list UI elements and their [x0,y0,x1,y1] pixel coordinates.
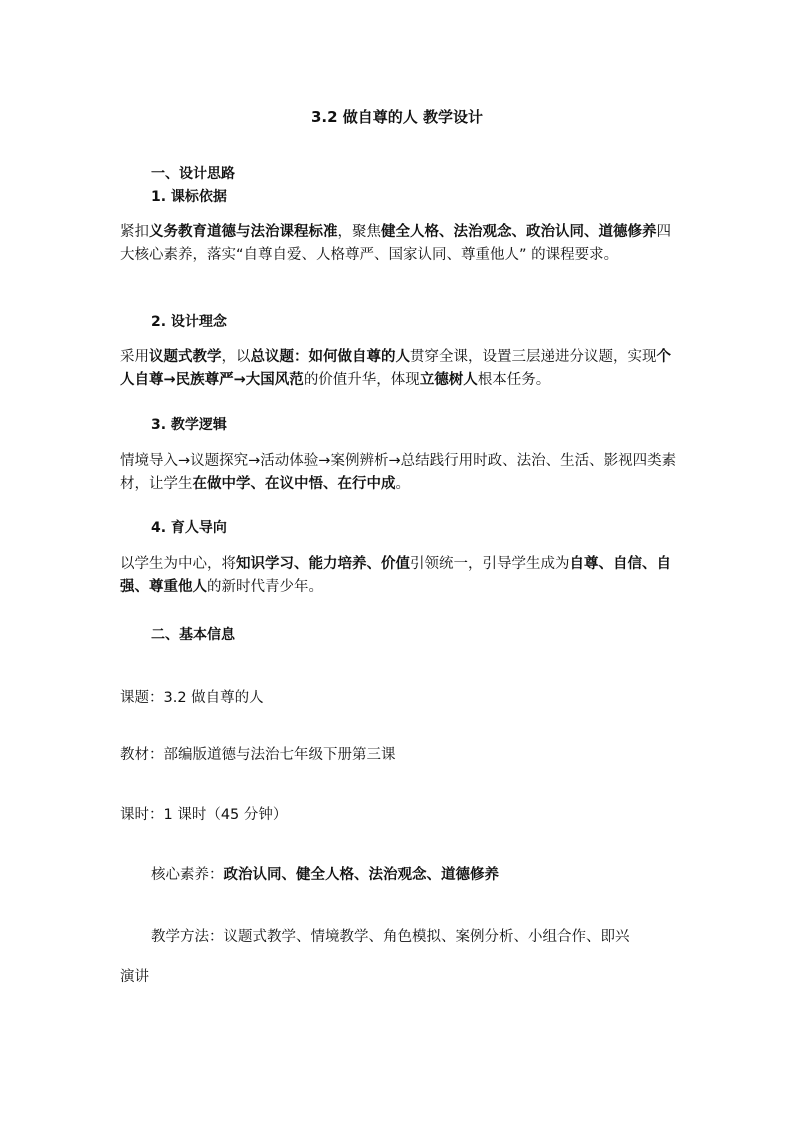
section-heading-design-ideas: 一、设计思路 [151,166,235,182]
info-topic: 课题：3.2 做自尊的人 [120,690,264,706]
core-literacy-value: 政治认同、健全人格、法治观念、道德修养 [223,867,499,883]
text-run: 情境导入→议题探究→活动体验→案例辨析→总结践行用时政、法治、生活、影视四类素材，让学生 [120,453,677,492]
text-run-bold: 知识学习、能力培养、价值 [236,556,410,572]
text-run: 根本任务。 [477,372,551,388]
text-run: 采用 [120,349,149,365]
text-run: 的新时代青少年。 [207,579,323,595]
document-title: 3.2 做自尊的人 教学设计 [310,108,484,126]
subheading-curriculum-basis: 1. 课标依据 [151,189,227,205]
text-run-bold: 自尊、自信、自强、尊重他人 [120,556,671,595]
paragraph-education-orientation [120,553,680,599]
info-textbook: 教材：部编版道德与法治七年级下册第三课 [120,747,396,763]
text-run: 引领统一，引导学生成为 [410,556,570,572]
text-run: 的价值升华，体现 [303,372,420,388]
paragraph-teaching-logic [120,450,680,496]
info-core-literacy [151,863,499,884]
text-run-bold: 在做中学、在议中悟、在行中成 [192,476,396,492]
text-run: 四大核心素养，落实“自尊自爱、人格尊严、国家认同、尊重他人” 的课程要求。 [120,224,671,263]
info-teaching-methods: 教学方法：议题式教学、情境教学、角色模拟、案例分析、小组合作、即兴 [151,929,630,945]
text-run: ，以 [221,349,251,365]
text-run-bold: 义务教育道德与法治课程标准 [149,224,338,240]
text-run: 。 [395,476,410,492]
text-run: ，聚焦 [337,224,381,240]
subheading-teaching-logic: 3. 教学逻辑 [151,417,227,433]
text-run: 以学生为中心，将 [120,556,236,572]
core-literacy-label: 核心素养： [151,867,224,883]
info-teaching-methods-continued: 演讲 [120,969,149,985]
text-run-bold: 立德树人 [419,372,478,388]
paragraph-design-concept [120,346,680,392]
subheading-design-concept: 2. 设计理念 [151,314,227,330]
text-run-bold: 个人自尊→民族尊严→大国风范 [120,349,671,388]
text-run-bold: 健全人格、法治观念、政治认同、道德修养 [381,224,657,240]
text-run-bold: 总议题：如何做自尊的人 [250,349,410,365]
text-run: 贯穿全课，设置三层递进分议题，实现 [410,349,657,365]
section-heading-basic-info: 二、基本信息 [151,627,235,643]
text-run: 紧扣 [120,224,149,240]
paragraph-curriculum-basis [120,221,680,267]
info-class-hours: 课时：1 课时（45 分钟） [120,807,288,823]
text-run-bold: 议题式教学 [149,349,222,365]
subheading-education-orientation: 4. 育人导向 [151,520,227,536]
